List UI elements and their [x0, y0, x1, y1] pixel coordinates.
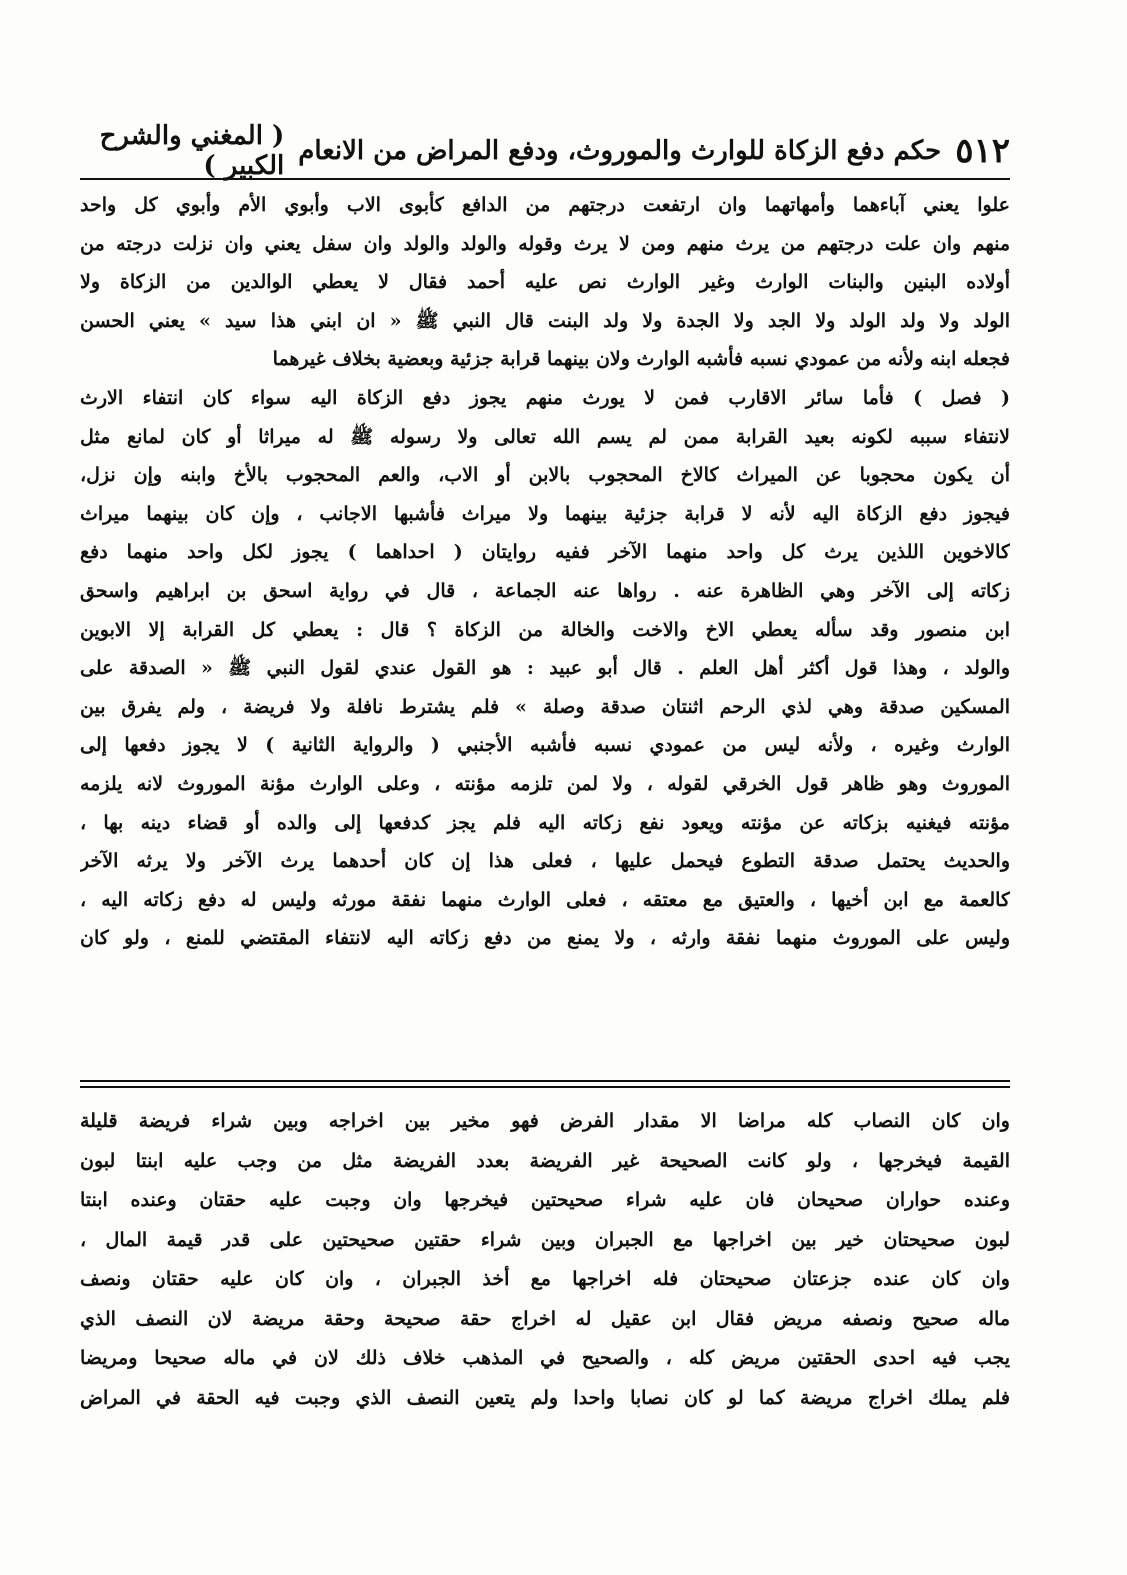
main-text-line: ابن منصور وقد سأله يعطي الاخ والاخت والخالة من الزكاة ؟ قال : يعطي كل القرابة إلا الابوين: [80, 618, 1010, 641]
main-text-line: وليس على الموروث منهما نفقة وارثه ، ولا يمنع من دفع زكاته اليه لانتفاء المقتضي للمنع ، ولو كان: [80, 927, 1010, 950]
main-text-line: لانتفاء سببه لكونه بعيد القرابة ممن لم يسم الله تعالى ولا رسوله ﷺ له ميراثا أو كان لمانع مثل: [80, 425, 1010, 448]
header-rule: [80, 178, 1010, 180]
main-text-line: فيجوز دفع الزكاة اليه لأنه لا قرابة جزئية بينهما ولا ميراث فأشبها الاجانب ، وإن كان بينهما ميراث: [80, 502, 1010, 525]
running-title: حكم دفع الزكاة للوارث والموروث، ودفع المراض من الانعام: [298, 136, 942, 166]
main-text-line: والولد ، وهذا قول أكثر أهل العلم . قال أبو عبيد : هو القول عندي لقول النبي ﷺ « الصدقة على: [80, 657, 1010, 680]
main-text-line: أن يكون محجوبا عن الميراث كالاخ المحجوب بالابن أو الاب، والعم المحجوب بالأخ وابنه وإن نزل،: [80, 464, 1010, 487]
main-text-line: والحديث يحتمل صدقة التطوع فيحمل عليها ، فعلى هذا إن كان أحدهما يرث الآخر ولا يرثه الآخر: [80, 850, 1010, 873]
main-text-line: المسكين صدقة وهي لذي الرحم اثنتان صدقة وصلة » فلم يشترط نافلة ولا فريضة ، ولم يفرق بين: [80, 695, 1010, 718]
footnote-line: وان كان عنده جزعتان صحيحتان فله اخراجها مع أخذ الجبران ، وان كان عليه حقتان ونصف: [80, 1268, 1010, 1290]
footnote-line: لبون صحيحتان خير بين اخراجها مع الجبران وبين شراء حقتين صحيحتين على قدر قيمة المال ،: [80, 1228, 1010, 1251]
footnote-line: ماله صحيح ونصفه مريض فقال ابن عقيل له اخراج حقة صحيحة وحقة مريضة لان النصف الذي: [80, 1307, 1010, 1330]
book-title: ( المغني والشرح الكبير ): [99, 121, 285, 181]
footnote-line: وعنده حواران صحيحان فان عليه شراء صحيحتين فيخرجها وان وجبت عليه حقتان وعنده ابنتا: [80, 1189, 1010, 1211]
main-text-line: ( فصل ) فأما سائر الاقارب فمن لا يورث منهم يجوز دفع الزكاة اليه سواء كان انتفاء الارث: [80, 386, 1010, 409]
main-text: [80, 186, 1010, 958]
footnote-line: القيمة فيخرجها ، ولو كانت الصحيحة غير الفريضة بعدد الفريضة مثل من وجب عليه ابنتا لبون: [80, 1149, 1010, 1172]
main-text-line: الوارث وغيره ، ولأنه ليس من عمودي نسبه فأشبه الأجنبي ( والرواية الثانية ) لا يجوز دفعها إلى: [80, 734, 1010, 757]
main-text-line: كالاخوين اللذين يرث كل واحد منهما الآخر ففيه روايتان ( احداهما ) يجوز لكل واحد منهما دفع: [80, 541, 1010, 564]
footnote-line: يجب فيه احدى الحقتين مريض كله ، والصحيح في المذهب خلاف ذلك لان في ماله صحيحا ومريضا: [80, 1347, 1010, 1369]
footnote-text: [80, 1102, 1010, 1418]
main-text-line: علوا يعني آباءهما وأمهاتهما وان ارتفعت درجتهم من الدافع كأبوى الاب وأبوي الأم وأبوي كل واحد: [80, 194, 1010, 216]
page-number: ٥١٢: [955, 131, 1010, 171]
main-text-line: زكاته إلى الآخر وهي الظاهرة عنه . رواها عنه الجماعة ، قال في رواية اسحق بن ابراهيم واسحق: [80, 579, 1010, 602]
main-text-line: الولد ولا ولد الولد ولا الجد ولا الجدة ولا ولد البنت قال النبي ﷺ « ان ابني هذا سيد » يعني الحسن: [80, 309, 1010, 332]
main-text-line: مؤنته فيغنيه بزكاته عن مؤنته ويعود نفع زكاته اليه فلم يجز كدفعها إلى والده أو قضاء دينه بها ،: [80, 811, 1010, 834]
footnote-line: فلم يملك اخراج مريضة كما لو كان نصابا واحدا ولم يتعين النصف الذي وجبت فيه الحقة في المراض: [80, 1386, 1010, 1409]
main-text-line: فجعله ابنه ولأنه من عمودي نسبه فأشبه الوارث ولان بينهما قرابة جزئية وبعضية بخلاف غيرهما: [272, 348, 1010, 371]
main-text-line: منهم وان علت درجتهم من يرث منهم ومن لا يرث وقوله والولد والولد وان سفل يعني وان نزلت درجته من: [80, 232, 1010, 255]
footnote-separator: [80, 1080, 1010, 1088]
main-text-line: كالعمة مع ابن أخيها ، والعتيق مع معتقه ، فعلى الوارث منهما نفقة مورثه وليس له دفع زكاته اليه ،: [80, 888, 1010, 911]
main-text-line: الموروث وهو ظاهر قول الخرقي لقوله ، ولا لمن تلزمه مؤنته ، وعلى الوارث مؤنة الموروث لانه يلزمه: [80, 772, 1010, 795]
page-header: [80, 121, 1010, 181]
footnote-line: وان كان النصاب كله مراضا الا مقدار الفرض فهو مخير بين اخراجه وبين شراء فريضة قليلة: [80, 1110, 1010, 1132]
main-text-line: أولاده البنين والبنات الوارث وغير الوارث نص عليه أحمد فقال لا يعطي الوالدين من الزكاة ولا: [80, 271, 1010, 294]
